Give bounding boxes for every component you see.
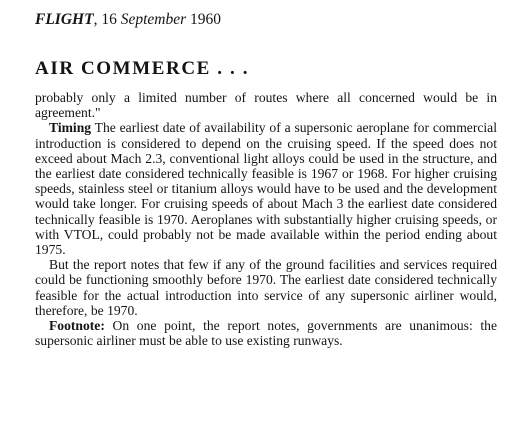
paragraph-text: But the report notes that few if any of the ground facilities and services required could be functioning smoothly before 1970. The earliest date considered technically feasible for the actual introduction into service of any supersonic airliner would, therefore, be 1970. xyxy=(35,257,497,318)
running-head xyxy=(35,11,221,29)
paragraph-text: The earliest date of availability of a supersonic aeroplane for commercial introduction is considered to depend on the cruising speed. If the speed does not exceed about Mach 2.3, conventional light alloys could be used in the structure, and the earliest date considered technically feasible is 1967 or 1968. For higher cruising speeds, stainless steel or titanium alloys would have to be used and the development would take longer. For cruising speeds of about Mach 3 the earliest date considered technically feasible is 1970. Aeroplanes with substantially higher cruising speeds, or with VTOL, could probably not be made available within the period ending about 1975. xyxy=(35,120,497,258)
paragraph-ground-facilities xyxy=(35,257,497,318)
date-month: September xyxy=(120,11,187,28)
paragraph-footnote xyxy=(35,318,497,348)
paragraph-text: probably only a limited number of routes where all concerned would be in agreement." xyxy=(35,90,497,121)
runin-heading-footnote: Footnote: xyxy=(49,318,105,334)
paragraph-continuation xyxy=(35,90,497,120)
date-separator: , 16 xyxy=(93,11,121,28)
section-title: AIR COMMERCE . . . xyxy=(35,58,250,79)
article-body xyxy=(35,90,497,348)
paragraph-timing xyxy=(35,120,497,257)
date-year: 1960 xyxy=(186,11,221,28)
paragraph-text: On one point, the report notes, governments are unanimous: the supersonic airliner must be able to use existing runways. xyxy=(35,318,497,349)
runin-heading-timing: Timing xyxy=(49,120,92,136)
publication-name: FLIGHT xyxy=(35,11,94,28)
